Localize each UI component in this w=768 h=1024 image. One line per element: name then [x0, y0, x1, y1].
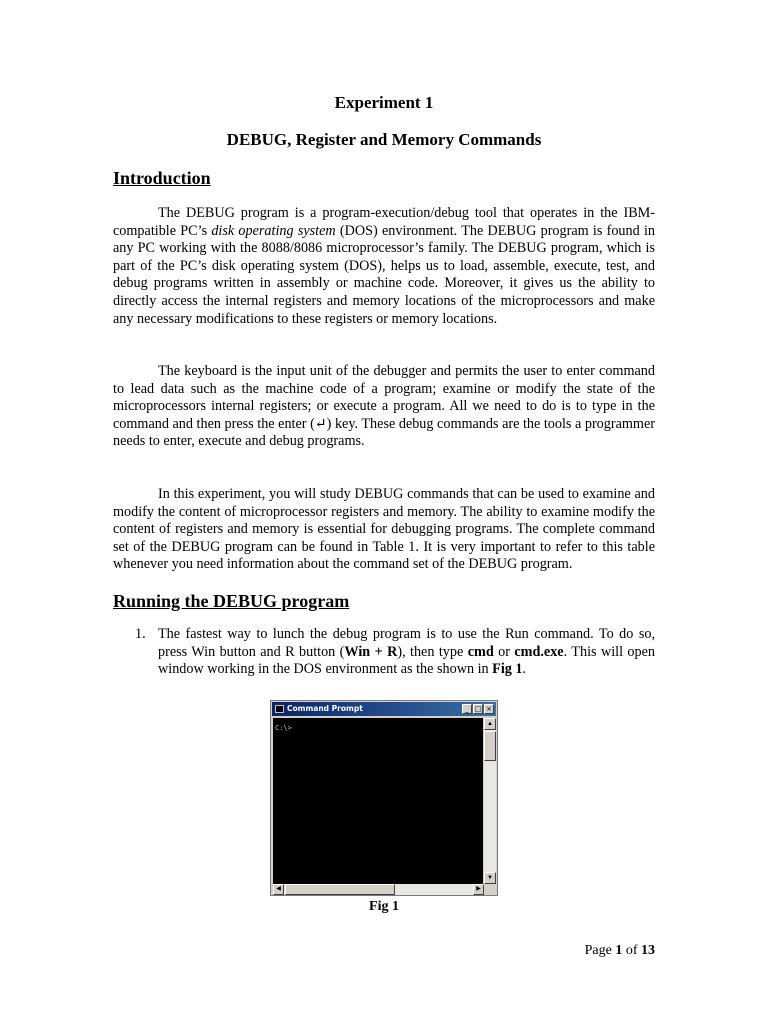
- current-page: 1: [615, 943, 623, 958]
- step-text-part: . This will open window working in the DOS environment as the shown in: [158, 643, 656, 678]
- intro-p1-italic: disk operating system: [211, 222, 336, 239]
- scroll-up-arrow-icon[interactable]: ▲: [484, 718, 496, 730]
- step-text: [158, 626, 655, 679]
- figure-caption: Fig 1: [369, 899, 399, 914]
- step-text-part: ), then type: [397, 643, 468, 660]
- step-bold-shortcut: Win + R: [344, 643, 398, 660]
- maximize-button[interactable]: □: [474, 705, 482, 713]
- running-debug-heading: Running the DEBUG program: [113, 591, 350, 611]
- step-number: 1.: [135, 626, 146, 642]
- horizontal-scrollbar[interactable]: [273, 884, 484, 895]
- vertical-scroll-thumb[interactable]: [484, 731, 496, 761]
- command-prompt-window: [270, 700, 498, 896]
- step-bold-cmd-exe: cmd.exe: [514, 643, 564, 660]
- scroll-right-arrow-icon[interactable]: ▶: [473, 884, 484, 895]
- minimize-button[interactable]: _: [462, 704, 472, 714]
- vertical-scrollbar[interactable]: [484, 718, 496, 884]
- page-label: Page: [584, 943, 616, 958]
- console-icon: [275, 705, 284, 713]
- experiment-subtitle: DEBUG, Register and Memory Commands: [226, 130, 542, 149]
- step-text-part: or: [493, 643, 515, 660]
- horizontal-scroll-thumb[interactable]: [285, 884, 395, 895]
- close-button[interactable]: ×: [484, 704, 494, 714]
- experiment-title: Experiment 1: [334, 93, 434, 112]
- intro-paragraph-3: In this experiment, you will study DEBUG commands that can be used to examine and modify the content of microprocessor registers and memory. The ability to examine modify the content of registers and memory is essential for debugging programs. The complete command set of the DEBUG program can be found in Table 1. It is very important to refer to this table whenever you need information about the command set of the DEBUG program.: [113, 486, 655, 573]
- scroll-down-arrow-icon[interactable]: ▼: [484, 872, 496, 884]
- window-titlebar[interactable]: [272, 702, 496, 716]
- intro-paragraph-2: The keyboard is the input unit of the debugger and permits the user to enter command to lead data such as the machine code of a program; examine or modify the state of the microprocessors internal registers; or execute a program. All we need to do is to type in the command and then press the enter (↵) key. These debug commands are the tools a programmer needs to enter, execute and debug programs.: [113, 363, 655, 450]
- window-title: Command Prompt: [287, 704, 363, 713]
- of-label: of: [622, 943, 641, 958]
- console-prompt: C:\>: [275, 724, 292, 732]
- window-controls: [461, 704, 494, 714]
- intro-p1-text-a: The DEBUG program is a program-execution/debug tool that operates in the IBM-compatible PC’s: [113, 205, 655, 239]
- step-text-part: .: [522, 661, 527, 678]
- console-screen[interactable]: [273, 718, 483, 884]
- intro-paragraph-1: [113, 205, 655, 328]
- scroll-left-arrow-icon[interactable]: ◀: [273, 884, 284, 895]
- intro-p1-text-b: (DOS) environment. The DEBUG program is found in any PC working with the 8088/8086 microprocessor’s family. The DEBUG program, which is part of the PC’s disk operating system (DOS), helps us to load, assemble, execute, test, and debug programs written in assembly or machine code. Moreover, it gives us the ability to directly access the internal registers and memory locations of the microprocessors and make any necessary modifications to these registers or memory locations.: [113, 222, 655, 327]
- total-pages: 13: [641, 943, 655, 958]
- step-bold-cmd: cmd: [467, 643, 494, 660]
- page-footer: [585, 943, 655, 959]
- step-bold-fig-ref: Fig 1: [492, 661, 523, 678]
- step-text-part: The fastest way to lunch the debug program is to use the Run command. To do so, press Win button and R button (: [158, 626, 655, 660]
- introduction-heading: Introduction: [113, 168, 211, 188]
